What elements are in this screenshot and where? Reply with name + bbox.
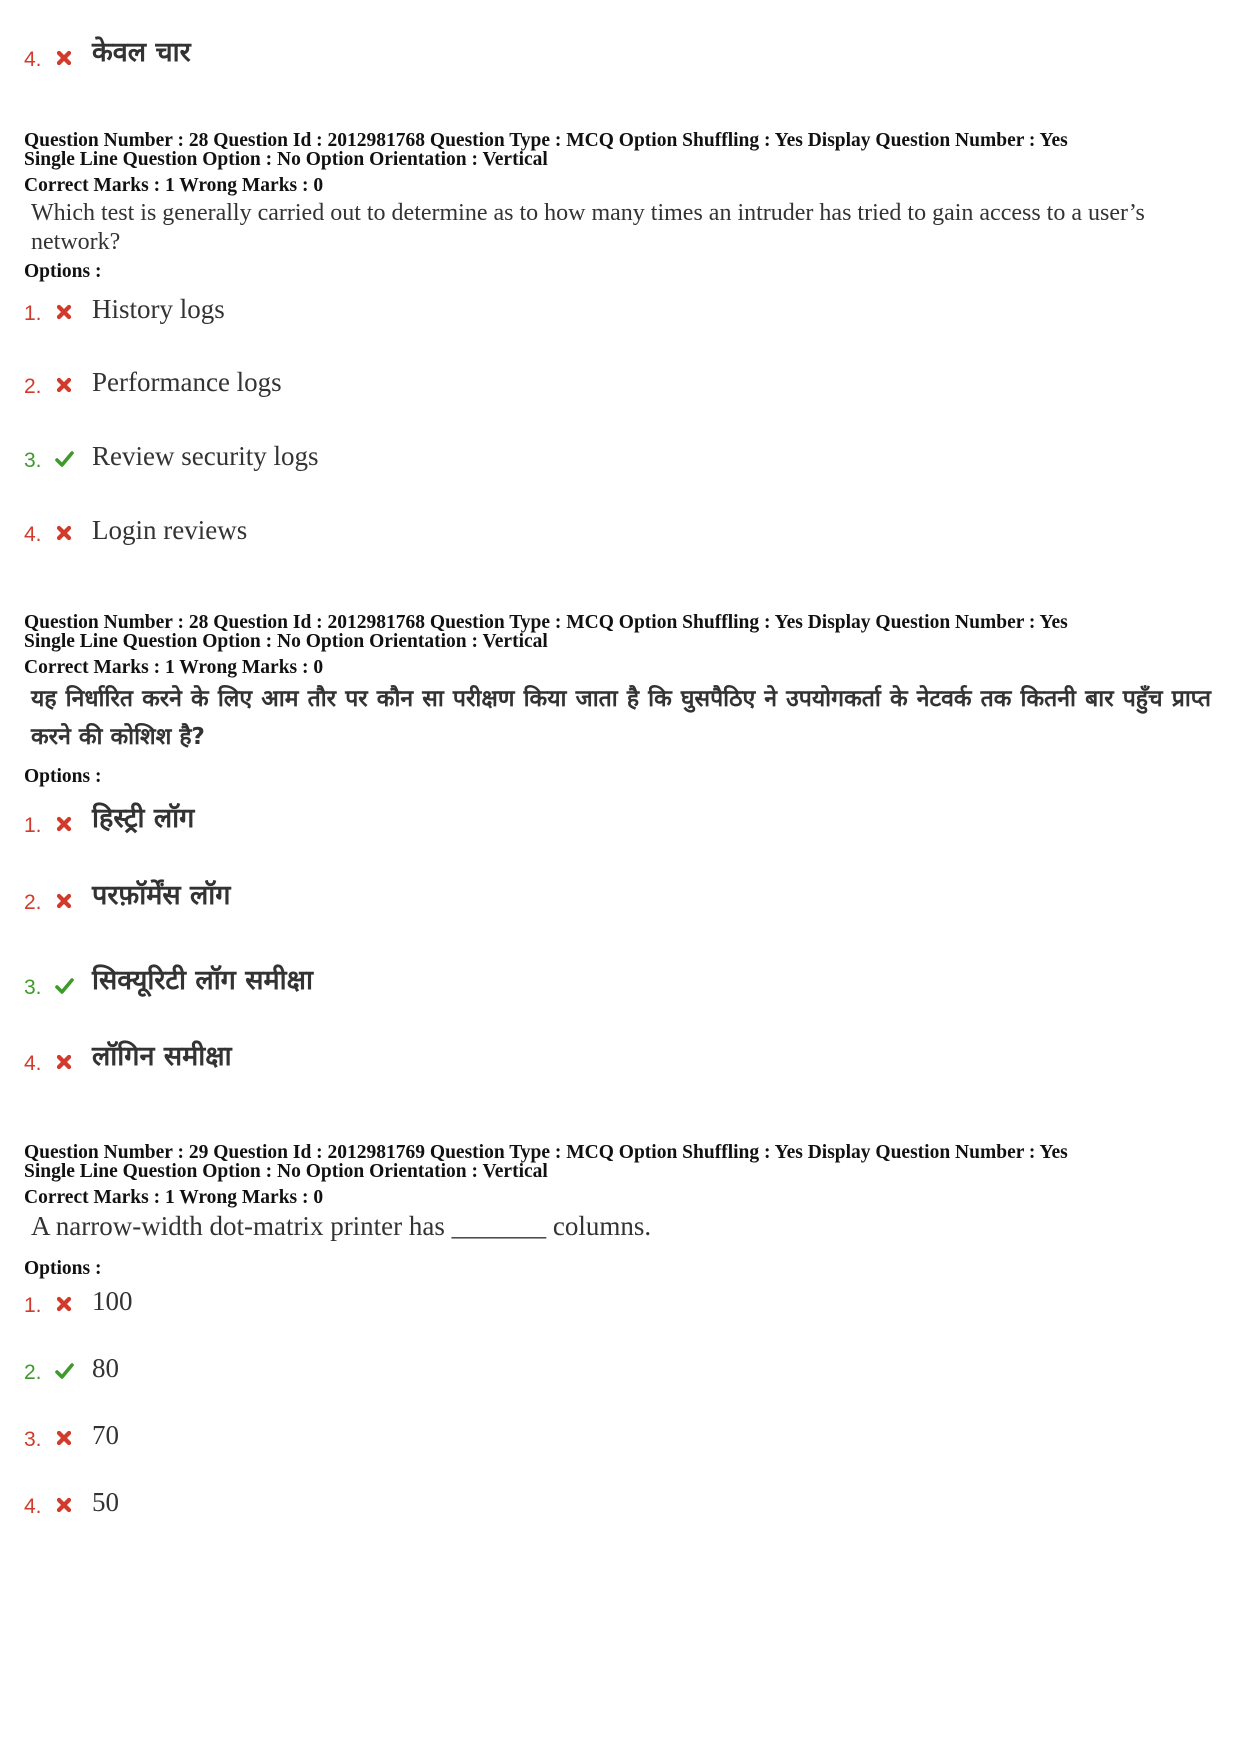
option-text: परफ़ॉर्मेंस लॉग: [92, 880, 231, 911]
question-meta-line: Question Number : 28 Question Id : 2012981768 Question Type : MCQ Option Shuffling : Yes Display Question Number : Yes: [24, 612, 1068, 633]
marks-line: Correct Marks : 1 Wrong Marks : 0: [24, 1187, 324, 1208]
option-number: 4.: [24, 1052, 42, 1075]
option-text: 70: [92, 1420, 119, 1450]
option-number: 4.: [24, 48, 42, 71]
option-text: Review security logs: [92, 441, 319, 471]
option-text: सिक्यूरिटी लॉग समीक्षा: [92, 965, 314, 996]
cross-icon: [54, 375, 74, 395]
option-text: Performance logs: [92, 367, 282, 397]
question-meta-line: Single Line Question Option : No Option Orientation : Vertical: [24, 149, 548, 170]
check-icon: [54, 449, 74, 469]
question-meta-line: Single Line Question Option : No Option Orientation : Vertical: [24, 631, 548, 652]
option-number: 2.: [24, 375, 42, 398]
options-label: Options :: [24, 766, 102, 787]
cross-icon: [54, 1495, 74, 1515]
question-text: A narrow-width dot-matrix printer has _______ columns.: [31, 1211, 652, 1241]
cross-icon: [54, 523, 74, 543]
question-text: Which test is generally carried out to determine as to how many times an intruder has tried to gain access to a user’s network?: [31, 200, 1145, 255]
option-text: लॉगिन समीक्षा: [92, 1041, 232, 1072]
option-text: 80: [92, 1353, 119, 1383]
option-number: 4.: [24, 523, 42, 546]
option-number: 3.: [24, 449, 42, 472]
question-meta-line: Question Number : 28 Question Id : 2012981768 Question Type : MCQ Option Shuffling : Yes Display Question Number : Yes: [24, 130, 1068, 151]
option-number: 4.: [24, 1495, 42, 1518]
cross-icon: [54, 1428, 74, 1448]
option-text: हिस्ट्री लॉग: [92, 803, 195, 834]
option-text: Login reviews: [92, 515, 248, 545]
option-number: 2.: [24, 891, 42, 914]
question-meta-line: Single Line Question Option : No Option Orientation : Vertical: [24, 1161, 548, 1182]
options-label: Options :: [24, 261, 102, 282]
option-text: History logs: [92, 294, 225, 324]
cross-icon: [54, 302, 74, 322]
options-label: Options :: [24, 1258, 102, 1279]
check-icon: [54, 1361, 74, 1381]
cross-icon: [54, 1294, 74, 1314]
cross-icon: [54, 48, 74, 68]
marks-line: Correct Marks : 1 Wrong Marks : 0: [24, 175, 324, 196]
option-text: केवल चार: [92, 37, 191, 68]
option-number: 2.: [24, 1361, 42, 1384]
check-icon: [54, 976, 74, 996]
question-text: यह निर्धारित करने के लिए आम तौर पर कौन सा परीक्षण किया जाता है कि घुसपैठिए ने उपयोगकर्ता के नेटवर्क तक कितनी बार पहुँच प्राप्त करने की कोशिश है?: [31, 686, 1211, 750]
option-number: 3.: [24, 1428, 42, 1451]
option-number: 3.: [24, 976, 42, 999]
cross-icon: [54, 814, 74, 834]
cross-icon: [54, 1052, 74, 1072]
option-number: 1.: [24, 302, 42, 325]
cross-icon: [54, 891, 74, 911]
option-text: 100: [92, 1286, 133, 1316]
option-text: 50: [92, 1487, 119, 1517]
option-number: 1.: [24, 1294, 42, 1317]
question-meta-line: Question Number : 29 Question Id : 2012981769 Question Type : MCQ Option Shuffling : Yes Display Question Number : Yes: [24, 1142, 1068, 1163]
marks-line: Correct Marks : 1 Wrong Marks : 0: [24, 657, 324, 678]
option-number: 1.: [24, 814, 42, 837]
